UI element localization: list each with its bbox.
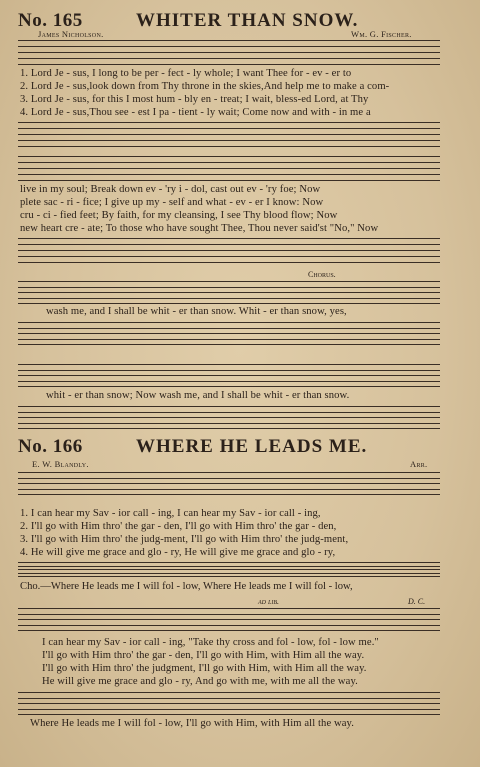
lyricist-credit: E. W. Blandly. — [32, 459, 89, 469]
lyric-line: I'll go with Him thro' the judgment, I'll go with Him, with Him all the way. — [42, 663, 367, 674]
lyric-line: 4. Lord Je - sus,Thou see - est I pa - tient - ly wait; Come now and with - in me a — [20, 107, 371, 118]
lyric-line: 1. Lord Je - sus, I long to be per - fect - ly whole; I want Thee for - ev - er to — [20, 68, 352, 79]
lyric-line: 2. I'll go with Him thro' the gar - den, I'll go with Him thro' the gar - den, — [20, 521, 337, 532]
arranger-credit: Arr. — [410, 459, 428, 469]
music-staff-treble — [18, 40, 440, 64]
lyric-line: whit - er than snow; Now wash me, and I shall be whit - er than snow. — [46, 390, 350, 401]
lyric-line: plete sac - ri - fice; I give up my - self and what - ev - er I know: Now — [20, 197, 324, 208]
lyric-line: cru - ci - fied feet; By faith, for my cleansing, I see Thy blood flow; Now — [20, 210, 338, 221]
hymn-title: WHITER THAN SNOW. — [136, 10, 359, 31]
lyric-line: wash me, and I shall be whit - er than snow. Whit - er than snow, yes, — [46, 306, 347, 317]
hymn-title: WHERE HE LEADS ME. — [136, 436, 368, 457]
lyric-line: 1. I can hear my Sav - ior call - ing, I can hear my Sav - ior call - ing, — [20, 508, 321, 519]
lyric-line: new heart cre - ate; To those who have sought Thee, Thou never said'st "No," Now — [20, 223, 379, 234]
music-staff-bass — [18, 122, 440, 146]
composer-credit: Wm. G. Fischer. — [351, 29, 412, 39]
lyric-line: 3. I'll go with Him thro' the judg-ment, I'll go with Him thro' the judg-ment, — [20, 534, 349, 545]
lyric-line: live in my soul; Break down ev - 'ry i - dol, cast out ev - 'ry foe; Now — [20, 184, 321, 195]
music-staff-treble — [18, 472, 440, 494]
music-staff-bass — [18, 692, 440, 714]
ad-lib-marking: ad lib. — [258, 597, 279, 606]
hymn-number: No. 165 — [18, 10, 83, 31]
lyric-line: I can hear my Sav - ior call - ing, "Take thy cross and fol - low, fol - low me." — [42, 637, 379, 648]
music-staff-treble — [18, 364, 440, 386]
music-staff-bass — [18, 562, 440, 576]
lyric-line: I'll go with Him thro' the gar - den, I'll go with Him, with Him all the way. — [42, 650, 365, 661]
lyric-line: 4. He will give me grace and glo - ry, He will give me grace and glo - ry, — [20, 547, 336, 558]
music-staff-treble — [18, 156, 440, 180]
lyric-line: He will give me grace and glo - ry, And go with me, with me all the way. — [42, 676, 358, 687]
music-staff-bass — [18, 406, 440, 428]
lyric-line: 2. Lord Je - sus,look down from Thy throne in the skies,And help me to make a com- — [20, 81, 390, 92]
chorus-line: Cho.—Where He leads me I will fol - low, Where He leads me I will fol - low, — [20, 581, 353, 592]
final-lyric-line: Where He leads me I will fol - low, I'll go with Him, with Him all the way. — [30, 718, 355, 729]
lyricist-credit: James Nicholson. — [38, 29, 104, 39]
music-staff-bass — [18, 322, 440, 344]
hymn-number: No. 166 — [18, 436, 83, 457]
da-capo-marking: D. C. — [408, 597, 426, 606]
lyric-line: 3. Lord Je - sus, for this I most hum - bly en - treat; I wait, bless-ed Lord, at Thy — [20, 94, 369, 105]
chorus-marker: Chorus. — [308, 270, 336, 279]
music-staff-bass — [18, 238, 440, 262]
music-staff-treble — [18, 608, 440, 630]
music-staff-treble — [18, 281, 440, 303]
